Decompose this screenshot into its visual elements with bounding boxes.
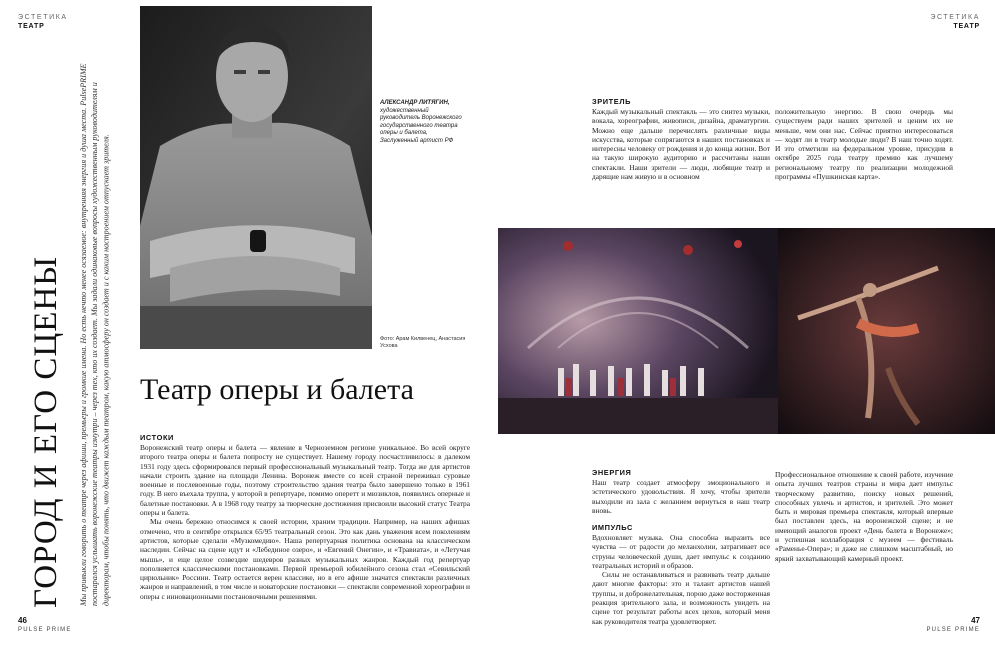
- section-impuls-cont: [775, 470, 953, 610]
- brand-left: PULSE PRIME: [18, 627, 72, 633]
- brand-right: PULSE PRIME: [926, 627, 980, 633]
- impuls-paragraph-3: Профессиональное отношение к своей работе, изучение опыта лучших театров страны и мира дает импульс творческому развитию, поиску новых решений, способных увлечь и артистов, и зрителей. Это может быть и мировая премьера спектакля, который впервые был поставлен здесь, на воронежской сцене; и не имеющий аналогов проект «День балета в Воронеже»; и успешная коллаборация с музеем — фестиваль «Раменье-Опера»; и даже не слишком масштабный, но яркий захватывающий камерный проект.: [775, 470, 953, 563]
- istoki-paragraph-1: Воронежский театр оперы и балета — явление в Черноземном регионе уникальное. Во всей округе второго театра оперы и балета попросту не существует. Нашему городу посчастливилось: в далеком 1931 году здесь сформировался первый профессиональный музыкальный театр. Тогда же для артистов начали строить здание на площади Ленина. Воронеж вместе со всей страной переживал суровые военные и послевоенные годы, поэтому строительство здания театра было завершено только в 1961 году. В него въехала труппа, у которой в репертуаре, помимо оперетт и мюзиклов, появились оперные и балетные постановки. А в 1968 году театру за творческие достижения присвоили высокий статус Театра оперы и балета.: [140, 443, 470, 518]
- running-head-section-right: ТЕАТР: [953, 23, 980, 30]
- portrait-photo: [140, 6, 372, 349]
- impuls-paragraph-1: Вдохновляет музыка. Она способна выразить все чувства — от радости до меланхолии, затрагивает все струны человеческой души, дает импульс к созданию театральных историй и образов.: [592, 533, 770, 570]
- zritel-paragraph-1: Каждый музыкальный спектакль — это синтез музыки, вокала, хореографии, живописи, дизайна, драматургии. Можно еще дальше перечислять различные виды искусства, которые сопрягаются в наших постановках и интересны человеку от рождения и до конца жизни. Вот на такую широкую аудиторию и рассчитаны наши спектакли. Наши зрители — люди, любящие театр и дарящие нам живую и в основном: [592, 107, 770, 182]
- photo-credit: Фото: Арам Килвенец, Анастасия Усхова: [380, 336, 466, 349]
- istoki-paragraph-2: Мы очень бережно относимся к своей истории, храним традиции. Например, на наших афишах отмечено, что в сентябре открылся 65/95 театральный сезон. Это как дань уважения всем поколениям артистов, которые сделали «Музкомедию». Наша репертуарная политика основана на классическом наследии. Сейчас на сцене идут и «Лебединое озеро», и «Евгений Онегин», и «Травиата», и «Летучая мышь», и еще целое созвездие шедевров разных музыкальных жанров. Каждый год репертуар пополняется классическими постановками. Первой премьерой юбилейного сезона стал «Севильский цирюльник» Россини. Театр остается верен классике, но в его афише значатся спектакли различных жанров и направлений, в том числе и новаторские постановки — спектакли современной хореографии и оперы с инновационными постановочными решениями.: [140, 517, 470, 601]
- section-heading-zritel: ЗРИТЕЛЬ: [592, 97, 632, 106]
- section-heading-impuls: ИМПУЛЬС: [592, 523, 633, 532]
- section-impuls: [592, 523, 770, 626]
- portrait-caption: [380, 100, 462, 146]
- portrait-caption-role: художественный руководитель Воронежского государственного театра оперы и балета, Заслуженный артист РФ: [380, 107, 462, 144]
- zritel-paragraph-2: положительную энергию. В свою очередь мы существуем ради наших зрителей и ценим их не меньше, чем они нас. Сейчас приятно интересоваться — ходят ли в театр молодые люди? В наш точно ходят. И это отметили на федеральном уровне, присудив в октябре 2025 года театру премию как лучшему региональному театру по реализации молодежной программы «Пушкинская карта».: [775, 107, 953, 182]
- running-head-category-right: ЭСТЕТИКА: [930, 14, 980, 21]
- portrait-photo-icon: [140, 6, 372, 349]
- page-number-right: 47: [971, 616, 980, 625]
- section-zritel: [592, 97, 770, 181]
- section-zritel-cont: [775, 107, 953, 181]
- opera-stage-photo-icon: [498, 228, 995, 434]
- energiya-paragraph-1: Наш театр создает атмосферу эмоционального и эстетического удовольствия. Я хочу, чтобы зрители выходили из зала с желанием вернуться в наш театр вновь.: [592, 478, 770, 515]
- section-heading-istoki: ИСТОКИ: [140, 433, 174, 442]
- portrait-caption-name: АЛЕКСАНДР ЛИТЯГИН,: [380, 100, 450, 106]
- page-number-left: 46: [18, 616, 27, 625]
- article-title: Театр оперы и балета: [140, 373, 414, 406]
- section-heading-energiya: ЭНЕРГИЯ: [592, 468, 632, 477]
- vertical-main-title: ГОРОД И ЕГО СЦЕНЫ: [28, 256, 64, 608]
- running-head-category-left: ЭСТЕТИКА: [18, 14, 68, 21]
- stage-photo: [498, 228, 995, 434]
- impuls-paragraph-2: Силы не останавливаться и развивать театр дальше дают многие факторы: это и талант артистов нашей труппы, и доброжелательная, порою даже восторженная реакция зрительного зала, и возможность увидеть на сцене тот результат работы всех цехов, который меня как руководителя театра удовлетворяет.: [592, 570, 770, 626]
- vertical-lead-text: Мы привыкли говорить о театре через афиши, премьеры и громкие имена. Но есть нечто менее осязаемое: внутренняя энергия и душа места. PulsePRIME постарался услышать воронежские театры изнутри – через тех, кто их создает. Мы задали одинаковые вопросы художественным руководителям и директорам, чтобы понять, что движет каждым театром, какую атмосферу он создает и с каким настроением отпускает зрителя.: [79, 63, 111, 606]
- section-istoki: [140, 433, 470, 601]
- section-energiya: [592, 468, 770, 515]
- running-head-section-left: ТЕАТР: [18, 23, 45, 30]
